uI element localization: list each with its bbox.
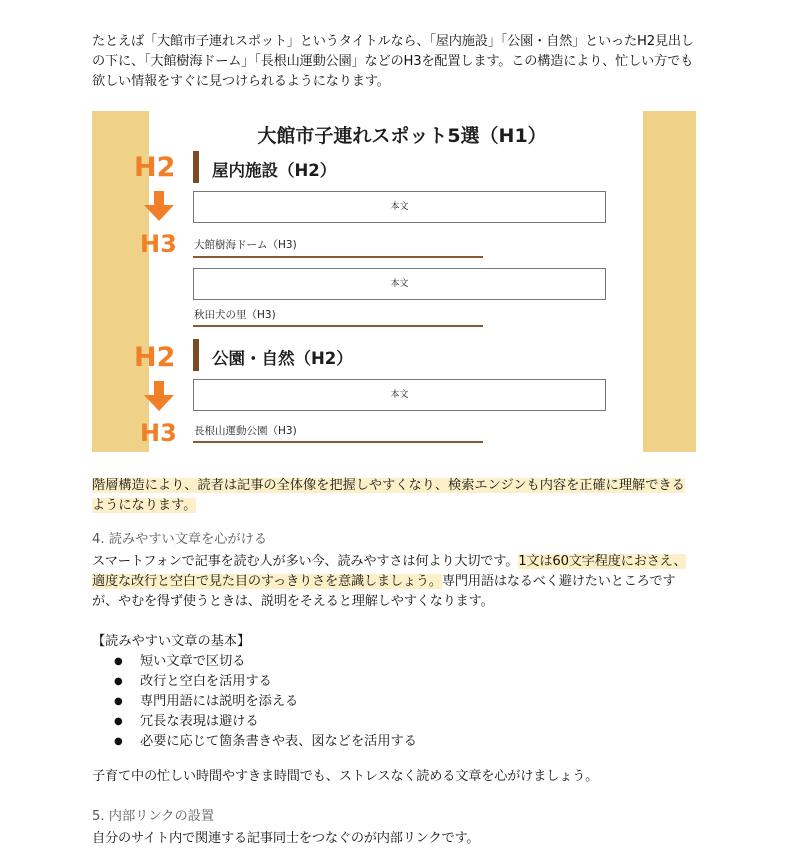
h3-heading: 大館樹海ドーム（H3) xyxy=(194,239,297,251)
paragraph-text: スマートフォンで記事を読む人が多い今、読みやすさは何より大切です。 xyxy=(92,554,519,569)
list-item: ● 改行と空白を活用する xyxy=(92,672,696,692)
h3-underline xyxy=(193,256,483,258)
h2-label: H2 xyxy=(134,152,176,183)
h3-heading: 秋田犬の里（H3) xyxy=(194,309,276,321)
intro-paragraph: たとえば「大館市子連れスポット」というタイトルなら、「屋内施設」「公園・自然」といったH2見出しの下に、「大館樹海ドーム」「長根山運動公園」などのH3を配置します。この構造により、忙しい方でも欲しい情報をすぐに見つけられるようになります。 xyxy=(92,34,694,89)
body-box: 本文 xyxy=(193,379,606,411)
h3-underline xyxy=(193,325,483,327)
emphasis-text: 1文は60文字程度におさえ、適度な改行と空白で見た目のすっきりさを意識しましょう。 xyxy=(92,554,687,589)
down-arrow-icon xyxy=(144,381,174,413)
list-title: 【読みやすい文章の基本】 xyxy=(92,634,251,649)
section-5-heading: 5. 内部リンクの設置 xyxy=(92,809,215,824)
highlight-text: 階層構造により、読者は記事の全体像を把握しやすくなり、検索エンジンも内容を正確に理解できるようになります。 xyxy=(92,478,685,513)
list-item: ● 必要に応じて箇条書きや表、図などを活用する xyxy=(92,732,696,752)
section-4-heading: 4. 読みやすい文章を心がける xyxy=(92,532,268,547)
down-arrow-icon xyxy=(144,191,174,223)
h2-bar xyxy=(193,151,199,183)
reading-basics xyxy=(92,632,696,752)
h2-heading-park: 公園・自然（H2） xyxy=(212,349,353,368)
closing-paragraph: 子育て中の忙しい時間やすきま時間でも、ストレスなく読める文章を心がけましょう。 xyxy=(92,769,599,784)
heading-structure-figure xyxy=(92,111,696,452)
h3-label: H3 xyxy=(140,419,177,447)
figure-title: 大館市子連れスポット5選（H1） xyxy=(257,125,547,147)
body-box: 本文 xyxy=(193,268,606,300)
h2-heading-indoor: 屋内施設（H2） xyxy=(212,161,337,180)
h2-bar xyxy=(193,339,199,371)
section-4-paragraph xyxy=(92,552,696,612)
h3-heading: 長根山運動公園（H3) xyxy=(194,425,297,437)
section-5-paragraph: 自分のサイト内で関連する記事同士をつなぐのが内部リンクです。 xyxy=(92,831,480,846)
h3-label: H3 xyxy=(140,230,177,258)
body-box: 本文 xyxy=(193,191,606,223)
paragraph-text: 専門用語はなるべく避けたいところですが、やむを得ず使うときは、説明をそえると理解しやすくなります。 xyxy=(92,574,676,609)
list-item: ● 短い文章で区切る xyxy=(92,652,696,672)
list-item: ● 専門用語には説明を添える xyxy=(92,692,696,712)
figure-side-right xyxy=(643,111,696,452)
list-item: ● 冗長な表現は避ける xyxy=(92,712,696,732)
h2-label: H2 xyxy=(134,342,176,373)
highlight-paragraph xyxy=(92,476,696,516)
h3-underline xyxy=(193,441,483,443)
